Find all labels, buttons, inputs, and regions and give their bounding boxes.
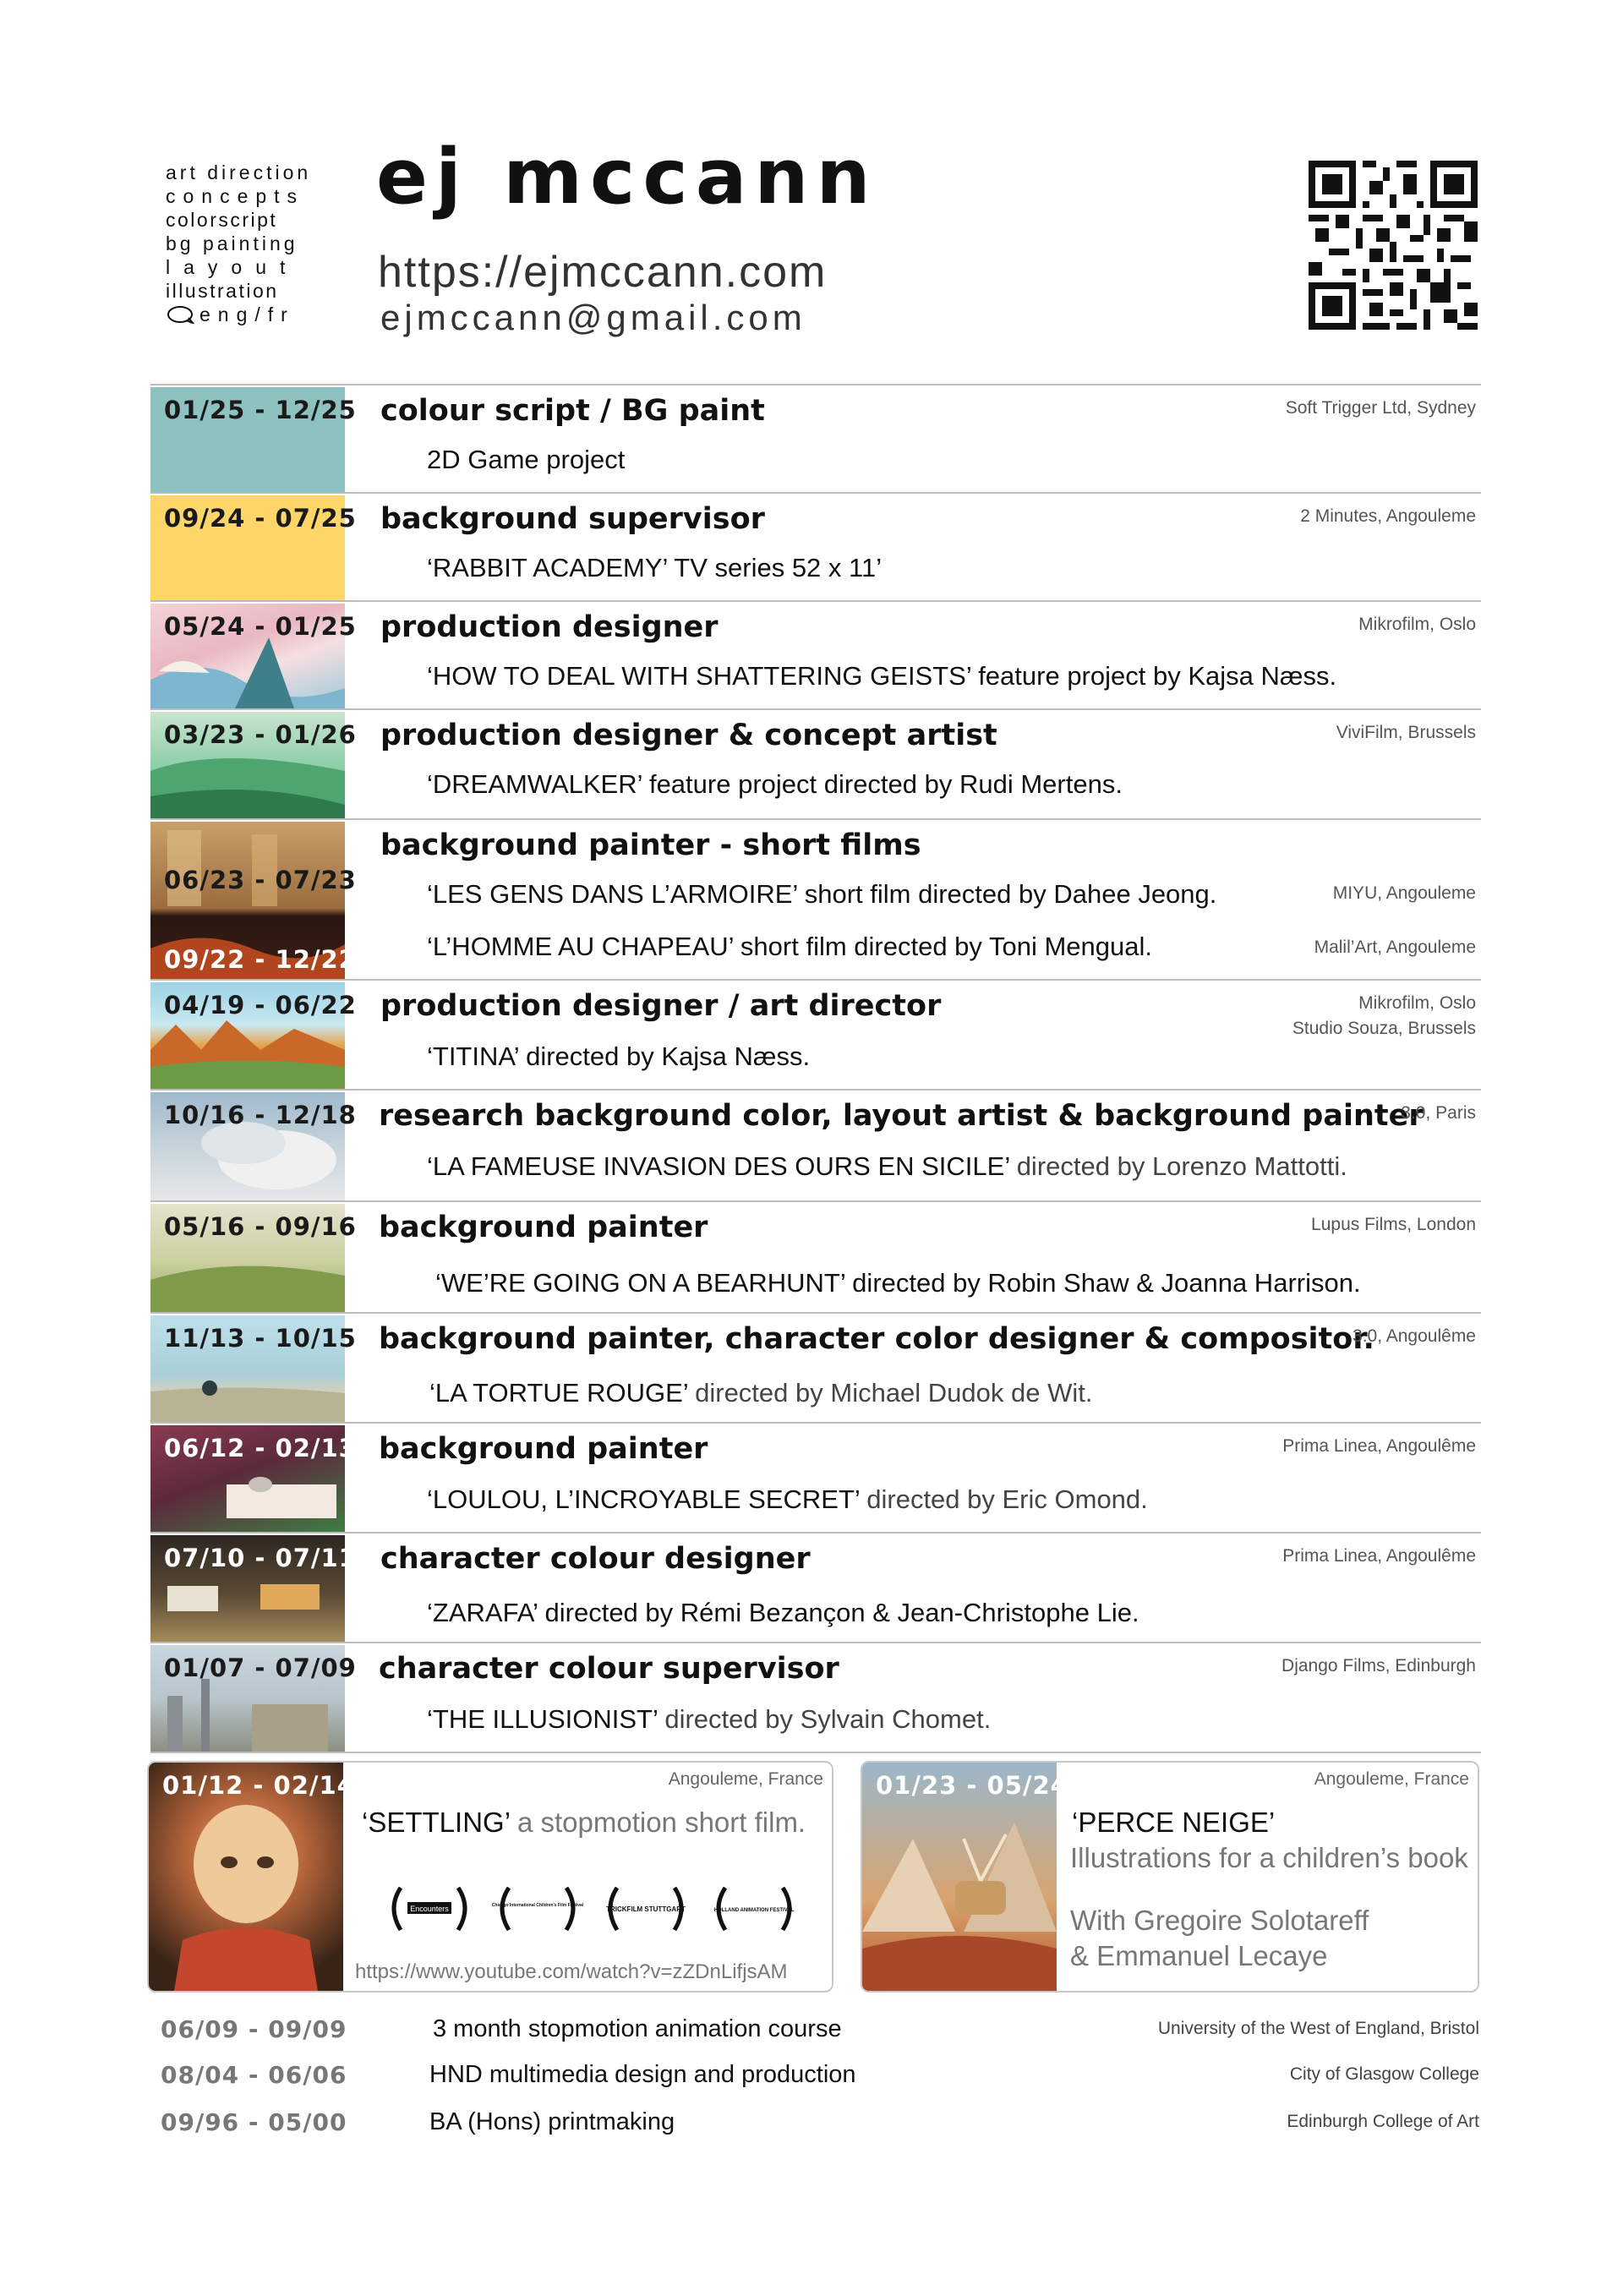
project-director: directed by Lorenzo Mattotti. xyxy=(1009,1151,1347,1181)
project-director: directed by Michael Dudok de Wit. xyxy=(687,1378,1093,1408)
card-title: ‘PERCE NEIGE’ xyxy=(1072,1807,1276,1838)
card-subtitle: a stopmotion short film. xyxy=(509,1807,806,1838)
job-project: 2D Game project xyxy=(427,445,626,474)
job-company: Prima Linea, Angoulême xyxy=(1282,1436,1476,1456)
education-title: HND multimedia design and production xyxy=(429,2061,856,2088)
job-date-second: 09/22 - 12/22 xyxy=(164,945,357,974)
education-title: BA (Hons) printmaking xyxy=(429,2108,675,2135)
education-title: 3 month stopmotion animation course xyxy=(433,2015,842,2042)
project-title: ‘LA TORTUE ROUGE’ xyxy=(429,1378,688,1408)
job-date: 05/16 - 09/16 xyxy=(164,1212,357,1241)
job-row xyxy=(150,1642,1481,1753)
job-row xyxy=(150,1200,1481,1312)
project-title: ‘LOULOU, L’INCROYABLE SECRET’ xyxy=(427,1484,860,1514)
job-date: 07/10 - 07/11 xyxy=(164,1544,357,1572)
job-company: Prima Linea, Angoulême xyxy=(1282,1546,1476,1566)
job-date: 03/23 - 01/26 xyxy=(164,720,357,749)
job-company: ViviFilm, Brussels xyxy=(1336,723,1476,742)
job-row xyxy=(150,384,1481,492)
education-school: University of the West of England, Bristol xyxy=(1157,2019,1479,2038)
job-date: 05/24 - 01/25 xyxy=(164,612,357,641)
job-company: Lupus Films, London xyxy=(1311,1215,1476,1234)
job-date: 01/07 - 07/09 xyxy=(164,1654,357,1682)
job-company: Mikrofilm, Oslo xyxy=(1358,993,1476,1013)
job-date: 01/25 - 12/25 xyxy=(164,396,357,424)
job-role: research background color, layout artist & background painter xyxy=(379,1099,1424,1133)
job-date: 10/16 - 12/18 xyxy=(164,1101,357,1129)
job-row xyxy=(150,1532,1481,1642)
laurel-icon xyxy=(598,1881,693,1935)
card-line: With Gregoire Solotareff xyxy=(1070,1905,1369,1936)
job-company: 3.0, Paris xyxy=(1401,1103,1476,1123)
festival-laurels xyxy=(382,1881,801,1935)
project-title: ‘LA FAMEUSE INVASION DES OURS EN SICILE’ xyxy=(427,1151,1010,1181)
education-date: 09/96 - 05/00 xyxy=(161,2108,347,2136)
website-link[interactable]: https://ejmccann.com xyxy=(378,248,828,297)
job-company: 2 Minutes, Angouleme xyxy=(1300,506,1476,526)
project-director: directed by Sylvain Chomet. xyxy=(657,1704,992,1734)
skill-item: illustration xyxy=(166,280,279,302)
education-row xyxy=(161,2108,1479,2146)
job-project xyxy=(427,1484,1148,1515)
skill-item: bg painting xyxy=(166,232,298,254)
job-project-second: ‘L’HOMME AU CHAPEAU’ short film directed by Toni Mengual. xyxy=(427,932,1152,961)
job-role: background painter - short films xyxy=(380,828,921,862)
job-row xyxy=(150,979,1481,1089)
laurel-label: Encounters xyxy=(410,1905,449,1913)
job-date: 06/23 - 07/23 xyxy=(164,866,357,894)
job-role: character colour designer xyxy=(380,1542,811,1576)
education-school: City of Glasgow College xyxy=(1289,2064,1479,2084)
job-date: 09/24 - 07/25 xyxy=(164,504,357,533)
job-row xyxy=(150,1089,1481,1200)
education-school: Edinburgh College of Art xyxy=(1287,2112,1479,2131)
skill-item: art direction xyxy=(166,161,312,183)
speech-bubble-icon xyxy=(166,305,194,324)
languages-label: eng/fr xyxy=(199,303,295,325)
job-project: ‘DREAMWALKER’ feature project directed by Rudi Mertens. xyxy=(427,769,1123,799)
job-row xyxy=(150,492,1481,600)
job-role: production designer / art director xyxy=(380,989,942,1023)
card-line: & Emmanuel Lecaye xyxy=(1070,1940,1328,1971)
job-role: background painter xyxy=(379,1211,708,1244)
skill-item: layout xyxy=(166,256,299,278)
job-role: character colour supervisor xyxy=(379,1652,839,1686)
job-row xyxy=(150,1312,1481,1422)
education-row xyxy=(161,2061,1479,2098)
job-project: ‘HOW TO DEAL WITH SHATTERING GEISTS’ feature project by Kajsa Næss. xyxy=(427,661,1337,691)
skill-item: colorscript xyxy=(166,209,278,231)
job-date: 04/19 - 06/22 xyxy=(164,991,357,1020)
job-company: Django Films, Edinburgh xyxy=(1281,1656,1476,1676)
job-role: background painter xyxy=(379,1432,708,1466)
job-date: 06/12 - 02/13 xyxy=(164,1434,357,1462)
job-company: Mikrofilm, Oslo xyxy=(1358,615,1476,634)
job-role: production designer & concept artist xyxy=(380,719,997,752)
education-row xyxy=(161,2015,1479,2053)
laurel-label: Chicago International Children's Film Festival xyxy=(491,1903,584,1908)
qr-code-icon xyxy=(1309,161,1478,330)
perce-neige-card xyxy=(861,1761,1479,1993)
page-title: ej mccann xyxy=(376,133,878,221)
job-project: ‘TITINA’ directed by Kajsa Næss. xyxy=(427,1041,811,1071)
job-role: background supervisor xyxy=(380,502,765,536)
job-project: ‘WE’RE GOING ON A BEARHUNT’ directed by Robin Shaw & Joanna Harrison. xyxy=(435,1268,1361,1298)
card-title xyxy=(362,1807,806,1839)
job-row xyxy=(150,600,1481,708)
experience-list xyxy=(150,384,1481,1753)
job-row xyxy=(150,708,1481,818)
card-location: Angouleme, France xyxy=(668,1769,823,1789)
project-title: ‘THE ILLUSIONIST’ xyxy=(427,1704,658,1734)
job-company-second: Malil’Art, Angouleme xyxy=(1314,938,1476,957)
job-company: Soft Trigger Ltd, Sydney xyxy=(1285,398,1476,418)
job-project xyxy=(427,1151,1347,1182)
laurel-icon xyxy=(707,1881,801,1935)
job-date: 11/13 - 10/15 xyxy=(164,1324,357,1353)
job-company: MIYU, Angouleme xyxy=(1332,883,1476,903)
email-link[interactable]: ejmccann@gmail.com xyxy=(380,298,806,337)
laurel-icon xyxy=(382,1881,477,1935)
skill-item: concepts xyxy=(166,185,305,207)
job-row xyxy=(150,1422,1481,1532)
education-date: 08/04 - 06/06 xyxy=(161,2061,347,2089)
skills-list xyxy=(166,161,318,326)
card-title-main: ‘SETTLING’ xyxy=(362,1807,510,1838)
settling-card xyxy=(147,1761,833,1993)
card-line: Illustrations for a children’s book xyxy=(1070,1842,1468,1873)
job-company: 3.0, Angoulême xyxy=(1352,1326,1476,1346)
job-project: ‘LES GENS DANS L’ARMOIRE’ short film directed by Dahee Jeong. xyxy=(427,879,1217,909)
job-project xyxy=(427,1704,991,1735)
job-role: background painter, character color designer & compositor. xyxy=(379,1322,1374,1356)
card-date: 01/23 - 05/24 xyxy=(876,1771,1068,1800)
project-director: directed by Eric Omond. xyxy=(859,1484,1148,1514)
laurel-icon xyxy=(490,1881,585,1935)
job-company-second: Studio Souza, Brussels xyxy=(1292,1019,1476,1038)
card-location: Angouleme, France xyxy=(1314,1769,1469,1789)
job-row xyxy=(150,818,1481,979)
job-project: ‘RABBIT ACADEMY’ TV series 52 x 11’ xyxy=(427,553,883,582)
language-row xyxy=(166,303,318,326)
job-project: ‘ZARAFA’ directed by Rémi Bezançon & Jean-Christophe Lie. xyxy=(427,1598,1139,1627)
laurel-label: TRICKFILM STUTTGART xyxy=(606,1905,686,1913)
job-role: colour script / BG paint xyxy=(380,394,765,428)
youtube-link[interactable]: https://www.youtube.com/watch?v=zZDnLifjsAM xyxy=(355,1960,788,1983)
job-project xyxy=(429,1378,1093,1408)
card-date: 01/12 - 02/14 xyxy=(162,1771,355,1800)
laurel-label: HOLLAND ANIMATION FESTIVAL xyxy=(713,1908,795,1913)
job-role: production designer xyxy=(380,610,719,644)
education-date: 06/09 - 09/09 xyxy=(161,2015,347,2043)
